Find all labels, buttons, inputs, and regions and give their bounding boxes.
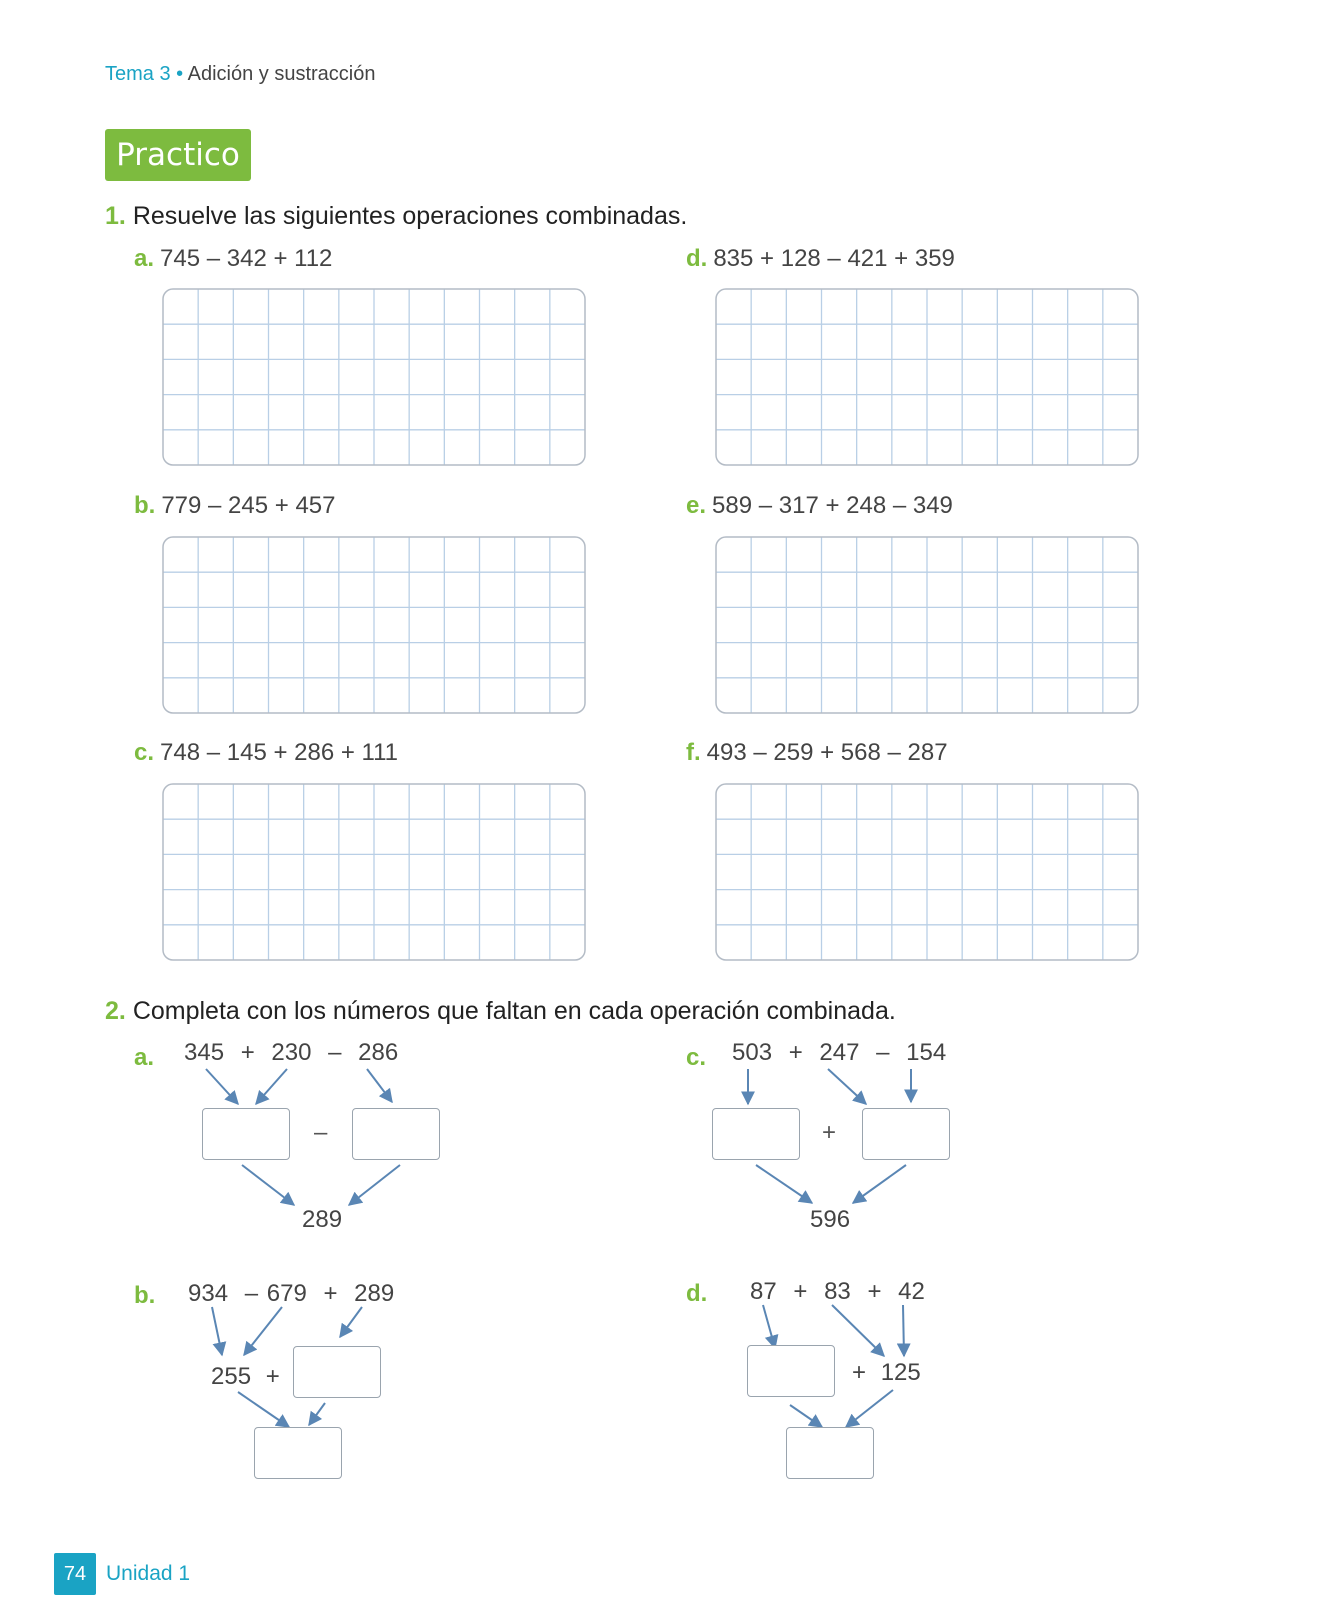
question-2-number: 2. bbox=[105, 997, 126, 1025]
operand-3: 154 bbox=[906, 1039, 947, 1066]
separator-dot: • bbox=[176, 63, 184, 85]
operand-3: 286 bbox=[358, 1039, 399, 1066]
answer-box-2c-right[interactable] bbox=[862, 1108, 950, 1160]
item-expression: 835 + 128 – 421 + 359 bbox=[713, 245, 955, 272]
operator-mid: + bbox=[265, 1363, 280, 1390]
operand-1: 87 bbox=[750, 1278, 777, 1305]
operator-2: – bbox=[328, 1039, 342, 1066]
item-letter: d. bbox=[686, 1280, 708, 1307]
page-number: 74 bbox=[54, 1553, 96, 1595]
arrow-2c-4 bbox=[756, 1165, 812, 1203]
arrow-2d-3 bbox=[903, 1305, 904, 1356]
result-2c: 596 bbox=[810, 1206, 851, 1233]
question-1-number: 1. bbox=[105, 202, 126, 230]
item-expression: 745 – 342 + 112 bbox=[160, 245, 333, 272]
operand-2: 83 bbox=[824, 1278, 851, 1305]
item-expression: 748 – 145 + 286 + 111 bbox=[160, 739, 399, 766]
unit-label: Unidad 1 bbox=[106, 1562, 191, 1585]
item-letter: c. bbox=[686, 1044, 707, 1071]
arrow-2c-5 bbox=[853, 1165, 906, 1203]
item-letter: f. bbox=[686, 739, 701, 766]
operand-2: 247 bbox=[819, 1039, 860, 1066]
arrow-2a-4 bbox=[242, 1165, 294, 1205]
operand-2: 230 bbox=[271, 1039, 312, 1066]
answer-box-2b-right[interactable] bbox=[293, 1346, 381, 1398]
given-value: 255 bbox=[211, 1363, 252, 1390]
operand-1: 934 bbox=[188, 1280, 229, 1307]
given-value: 125 bbox=[880, 1359, 921, 1386]
arrow-2b-4 bbox=[238, 1392, 289, 1427]
item-letter: b. bbox=[134, 492, 156, 519]
answer-box-2b-result[interactable] bbox=[254, 1427, 342, 1479]
result-2a: 289 bbox=[302, 1206, 343, 1233]
item-letter: e. bbox=[686, 492, 707, 519]
answer-box-2d-result[interactable] bbox=[786, 1427, 874, 1479]
operand-2: 679 bbox=[266, 1280, 307, 1307]
answer-box-2d-left[interactable] bbox=[747, 1345, 835, 1397]
operand-3: 289 bbox=[354, 1280, 395, 1307]
item-2d-letter bbox=[686, 1278, 713, 1310]
arrow-2a-5 bbox=[349, 1165, 400, 1205]
item-letter: a. bbox=[134, 1044, 155, 1071]
answer-box-2a-right[interactable] bbox=[352, 1108, 440, 1160]
question-2-text: Completa con los números que faltan en cada operación combinada. bbox=[132, 997, 896, 1025]
practico-badge: Practico bbox=[105, 129, 251, 181]
item-expression: 779 – 245 + 457 bbox=[161, 492, 336, 519]
item-expression: 589 – 317 + 248 – 349 bbox=[712, 492, 953, 519]
operand-1: 345 bbox=[184, 1039, 225, 1066]
tema-subtitle: Adición y sustracción bbox=[187, 63, 376, 85]
operator-1: + bbox=[793, 1278, 808, 1305]
item-2a-letter bbox=[134, 1042, 160, 1074]
expression-2c bbox=[732, 1038, 946, 1068]
arrow-2c-2 bbox=[828, 1069, 866, 1104]
arrow-2d-1 bbox=[763, 1305, 775, 1348]
operator-1: + bbox=[240, 1039, 255, 1066]
item-letter: c. bbox=[134, 739, 155, 766]
arrow-2b-1 bbox=[212, 1307, 222, 1355]
tema-label: Tema 3 bbox=[105, 63, 171, 85]
arrow-2d-5 bbox=[846, 1390, 893, 1427]
expression-2b bbox=[188, 1279, 394, 1309]
item-2b-letter bbox=[134, 1280, 161, 1312]
question-1-text: Resuelve las siguientes operaciones combinadas. bbox=[132, 202, 688, 230]
arrow-2b-5 bbox=[309, 1403, 325, 1425]
item-letter: d. bbox=[686, 245, 708, 272]
operator-2: + bbox=[323, 1280, 338, 1307]
item-letter: b. bbox=[134, 1282, 156, 1309]
operator-2a-mid: – bbox=[314, 1119, 328, 1146]
item-2c-letter bbox=[686, 1042, 712, 1074]
arrow-2d-4 bbox=[790, 1405, 822, 1427]
arrow-2a-1 bbox=[206, 1069, 238, 1104]
item-letter: a. bbox=[134, 245, 155, 272]
operator-2c-mid: + bbox=[822, 1119, 837, 1146]
arrow-2d-2 bbox=[832, 1305, 884, 1356]
expression-2d bbox=[750, 1277, 925, 1307]
operand-1: 503 bbox=[732, 1039, 773, 1066]
item-expression: 493 – 259 + 568 – 287 bbox=[706, 739, 948, 766]
answer-box-2c-left[interactable] bbox=[712, 1108, 800, 1160]
partial-2b bbox=[211, 1362, 280, 1392]
answer-box-2a-left[interactable] bbox=[202, 1108, 290, 1160]
arrow-2b-3 bbox=[340, 1307, 362, 1337]
arrow-2b-2 bbox=[244, 1307, 282, 1355]
operator-1: + bbox=[788, 1039, 803, 1066]
expression-2a bbox=[184, 1038, 398, 1068]
arrow-2a-3 bbox=[367, 1069, 392, 1102]
operand-3: 42 bbox=[898, 1278, 925, 1305]
operator-1: – bbox=[244, 1280, 259, 1307]
partial-2d bbox=[852, 1358, 921, 1388]
arrow-2a-2 bbox=[256, 1069, 287, 1104]
operator-2: – bbox=[876, 1039, 890, 1066]
operator-mid: + bbox=[852, 1359, 867, 1386]
operator-2: + bbox=[867, 1278, 882, 1305]
